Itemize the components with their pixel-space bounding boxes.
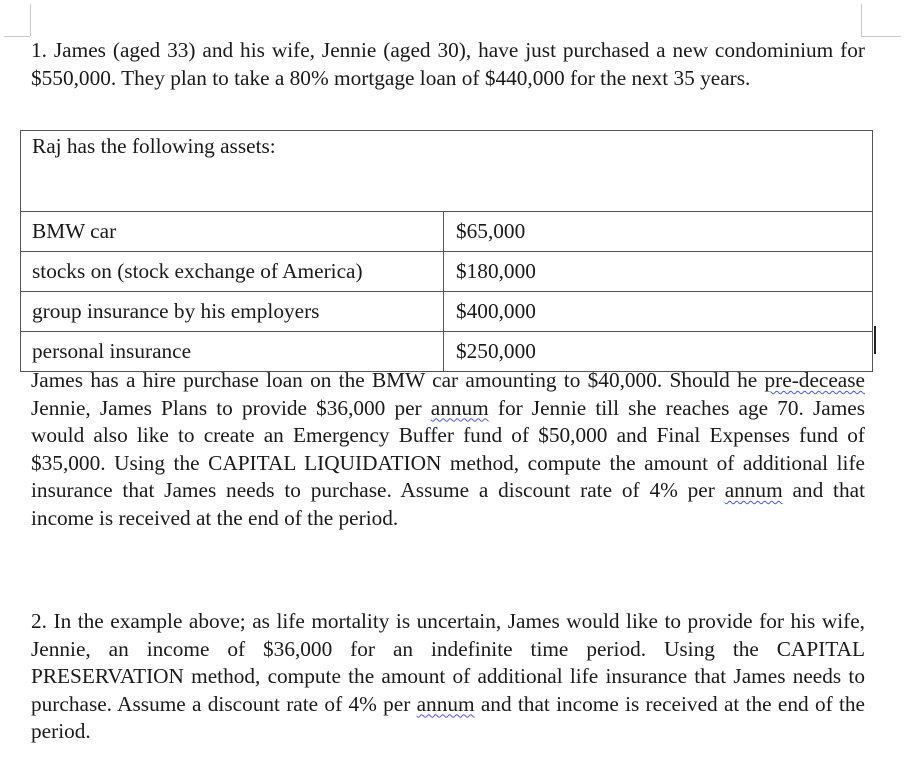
spellcheck-word: annum <box>724 478 783 502</box>
asset-name: stocks on (stock exchange of America) <box>21 252 444 292</box>
q1-body-text: for Jennie till she reaches age 70. James would also like to create an Emergency Buffer fund of $50,000 and Final Expenses fund of $35,000. Using the CAPITAL LIQUIDATION method, compute the amount of additional life insurance that James needs to purchase. Assume a discount rate of 4% per <box>31 395 866 502</box>
asset-value: $400,000 <box>444 292 873 332</box>
asset-name: personal insurance <box>21 332 444 372</box>
asset-value: $65,000 <box>444 212 873 252</box>
table-header-row <box>21 131 873 212</box>
q2-text: and that income is received at the end of the period. <box>31 691 865 743</box>
spellcheck-word: pre-decease <box>764 368 865 392</box>
q1-body-text: Jennie, James Plans to provide $36,000 per <box>31 395 431 420</box>
crop-mark-right-vertical <box>861 4 862 36</box>
q1-body-text: James has a hire purchase loan on the BMW car amounting to $40,000. Should he <box>31 368 765 392</box>
table-row <box>21 212 873 252</box>
spellcheck-word: annum <box>430 395 489 420</box>
q1-body-text: and that income is received at the end of the period. <box>31 478 865 530</box>
table-header-cell: Raj has the following assets: <box>21 131 873 212</box>
asset-value: $180,000 <box>444 252 873 292</box>
crop-mark-left-horizontal <box>4 36 30 37</box>
question-1-intro: 1. James (aged 33) and his wife, Jennie (aged 30), have just purchased a new condominium for $550,000. They plan to take a 80% mortgage loan of $440,000 for the next 35 years. <box>31 38 865 90</box>
table-row <box>21 252 873 292</box>
table-row <box>21 292 873 332</box>
asset-value: $250,000 <box>444 332 873 372</box>
assets-table <box>20 130 873 372</box>
asset-name: BMW car <box>21 212 444 252</box>
crop-mark-right-horizontal <box>861 36 901 37</box>
question-1-body <box>31 367 865 532</box>
asset-name: group insurance by his employers <box>21 292 444 332</box>
q2-text: 2. In the example above; as life mortality is uncertain, James would like to provide for his wife, Jennie, an income of $36,000 for an indefinite time period. Using the CAPITAL PRESERVATION method, compute the amount of additional life insurance that James needs to purchase. Assume a discount rate of 4% per <box>31 609 865 716</box>
crop-mark-left-vertical <box>30 4 31 36</box>
spellcheck-word: annum <box>416 691 475 716</box>
question-2 <box>31 608 865 746</box>
table-edge-marker <box>874 326 876 354</box>
table-row <box>21 332 873 372</box>
